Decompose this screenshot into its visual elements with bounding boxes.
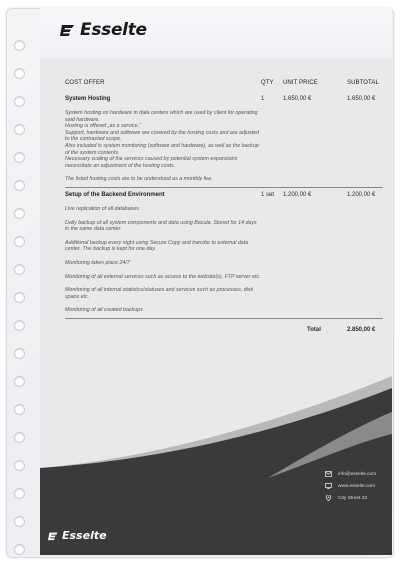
- punch-hole: [14, 460, 25, 471]
- punch-hole: [14, 152, 25, 163]
- punch-hole: [14, 180, 25, 191]
- divider: [65, 318, 383, 319]
- contact-address: [325, 492, 376, 504]
- esselte-logo-icon: [48, 531, 59, 541]
- punch-hole: [14, 208, 25, 219]
- description-paragraph: Monitoring takes place 24/7: [65, 259, 130, 266]
- brand-name: Esselte: [62, 529, 107, 542]
- table-row: [65, 96, 383, 102]
- punch-hole: [14, 40, 25, 51]
- contact-text: info@esselte.com: [338, 471, 377, 477]
- cost-offer-table: [65, 80, 383, 333]
- total-value: 2.850,00 €: [347, 326, 376, 333]
- punch-holes: [14, 40, 28, 560]
- punch-hole: [14, 376, 25, 387]
- punch-hole: [14, 488, 25, 499]
- total-row: [65, 327, 383, 333]
- header-cost-offer: COST OFFER: [65, 80, 105, 86]
- total-label: Total: [307, 326, 321, 333]
- header-subtotal: SUBTOTAL: [347, 80, 379, 86]
- email-icon: [325, 471, 332, 477]
- punch-hole: [14, 516, 25, 527]
- divider: [65, 187, 383, 188]
- total-spacer: [65, 327, 307, 333]
- punch-hole: [14, 68, 25, 79]
- item-description: [65, 206, 261, 314]
- contact-email: [325, 468, 376, 480]
- item-subtotal: 1.200,00 €: [347, 191, 376, 198]
- header-unit-price: UNIT PRICE: [283, 80, 318, 86]
- header-qty: QTY: [261, 80, 274, 86]
- item-qty: 1 set: [261, 191, 275, 198]
- punch-hole: [14, 236, 25, 247]
- description-paragraph: Live replication of all databases: [65, 205, 139, 212]
- contact-text: www.esselte.com: [338, 483, 376, 489]
- punch-hole: [14, 124, 25, 135]
- item-qty: 1: [261, 96, 265, 102]
- description-paragraph: System hosting on hardware in data centers which are used by client for operating said hardware. Hosting is offered „as a service.“ Support, hardware and software are covered by the hosting costs and are adjusted to the contracted scope. Also included is system monitoring (software and hardware), as well as the backup of the system contents. Necessary scaling of the services caused by potential system expansions necessitate an adjustment of the hosting costs.: [65, 110, 260, 169]
- item-subtotal: 1.650,00 €: [347, 96, 376, 102]
- esselte-logo-icon: [60, 23, 76, 37]
- punch-hole: [14, 264, 25, 275]
- item-title: Setup of the Backend Environment: [65, 191, 165, 198]
- punch-hole: [14, 320, 25, 331]
- punch-hole: [14, 348, 25, 359]
- item-description: [65, 110, 261, 183]
- description-paragraph: The listed hosting costs are to be understood as a monthly fee.: [65, 176, 213, 183]
- punch-hole: [14, 292, 25, 303]
- punch-hole: [14, 432, 25, 443]
- monitor-icon: [325, 483, 332, 489]
- description-paragraph: Monitoring of all internal statistics/statuses and services such as processes, disk space etc.: [65, 287, 254, 300]
- description-paragraph: Additional backup every night using Secure Copy and transfer to external data center. The backup is kept for one day.: [65, 239, 249, 253]
- description-paragraph: Monitoring of all created backups: [65, 307, 143, 314]
- description-paragraph: Daily backup of all system components and data using Bacula. Stored for 14 days in the same data center.: [65, 219, 257, 233]
- item-unit-price: 1.200,00 €: [283, 191, 312, 198]
- brand-logo-bottom: [48, 529, 107, 542]
- punch-hole: [14, 96, 25, 107]
- brand-logo-top: [60, 20, 147, 40]
- punch-hole: [14, 404, 25, 415]
- invoice-sheet: [40, 58, 392, 555]
- punch-hole: [14, 544, 25, 555]
- contact-text: City Street 23: [338, 495, 368, 501]
- table-header: [65, 80, 383, 86]
- table-row: [65, 192, 383, 198]
- contact-info: [325, 468, 376, 504]
- location-pin-icon: [325, 495, 332, 501]
- contact-website: [325, 480, 376, 492]
- brand-name: Esselte: [80, 20, 147, 40]
- item-title: System Hosting: [65, 96, 111, 102]
- description-paragraph: Monitoring of all external services such as access to the website(s), FTP server etc.: [65, 273, 261, 280]
- item-unit-price: 1.650,00 €: [283, 96, 312, 102]
